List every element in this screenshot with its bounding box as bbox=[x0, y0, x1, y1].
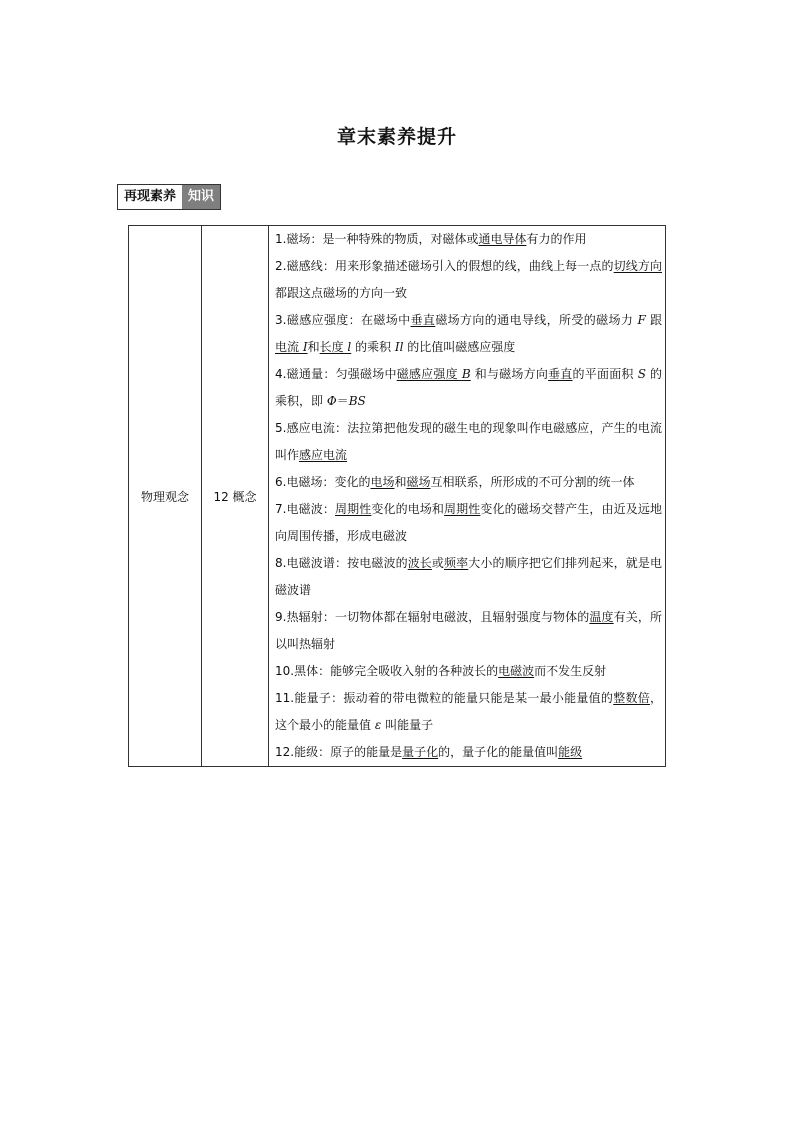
section-tag bbox=[117, 184, 221, 210]
concept-text: 10.黑体：能够完全吸收入射的各种波长的 bbox=[275, 664, 499, 678]
concept-text: 或 bbox=[431, 556, 445, 570]
concept-text: F bbox=[637, 313, 646, 327]
category-cell: 物理观念 bbox=[129, 226, 202, 767]
concept-item bbox=[275, 469, 662, 496]
concept-item bbox=[275, 739, 662, 766]
concept-item bbox=[275, 604, 662, 658]
concept-item bbox=[275, 361, 662, 415]
concept-text: 磁场方向的通电导线，所受的磁场力 bbox=[435, 313, 638, 327]
count-cell: 12 概念 bbox=[202, 226, 269, 767]
concept-text: 2.磁感线：用来形象描述磁场引入的假想的线，曲线上每一点的 bbox=[275, 259, 614, 273]
concept-text: 垂直 bbox=[548, 367, 573, 381]
concept-text: I bbox=[302, 340, 308, 354]
concept-text: 8.电磁波谱：按电磁波的 bbox=[275, 556, 408, 570]
concept-text: 电场 bbox=[370, 475, 395, 489]
concept-text: 有力的作用 bbox=[526, 232, 587, 246]
concept-text: 互相联系，所形成的不可分割的统一体 bbox=[430, 475, 635, 489]
page-title: 章末素养提升 bbox=[336, 126, 457, 148]
concept-text: 周期性 bbox=[335, 502, 372, 516]
table-row bbox=[129, 226, 666, 767]
concept-text: 1.磁场：是一种特殊的物质，对磁体或 bbox=[275, 232, 479, 246]
concept-text: 11.能量子：振动着的带电微粒的能量只能是某一最小能量值的 bbox=[275, 691, 614, 705]
concept-text: 磁场 bbox=[406, 475, 431, 489]
concept-text: 叫能量子 bbox=[381, 718, 434, 732]
concept-text: Il bbox=[394, 340, 404, 354]
concept-text: 电磁波 bbox=[498, 664, 535, 678]
concept-text: 感应电流 bbox=[299, 448, 348, 462]
concept-item bbox=[275, 685, 662, 739]
concept-item bbox=[275, 307, 662, 361]
concept-text: 7.电磁波： bbox=[275, 502, 336, 516]
concept-text: 和 bbox=[394, 475, 407, 489]
concept-text: 波长 bbox=[407, 556, 432, 570]
section-tag-main: 再现素养 bbox=[118, 185, 182, 209]
concept-text: 长度 bbox=[319, 340, 348, 354]
concept-text: 的比值叫磁感应强度 bbox=[403, 340, 516, 354]
concept-text: l bbox=[347, 340, 352, 354]
concept-text: 9.热辐射：一切物体都在辐射电磁波，且辐射强度与物体的 bbox=[275, 610, 590, 624]
concept-text: 的乘积 bbox=[351, 340, 395, 354]
concept-text: 的，量子化的能量值叫 bbox=[438, 745, 559, 759]
concept-text: 都跟这点磁场的方向一致 bbox=[275, 286, 408, 300]
concept-text: 能级 bbox=[558, 745, 583, 759]
concept-text: 6.电磁场：变化的 bbox=[275, 475, 371, 489]
concept-text: 的平面面积 bbox=[572, 367, 638, 381]
concept-text: 跟 bbox=[645, 313, 662, 327]
concept-text: BS bbox=[348, 394, 366, 408]
concept-text: 垂直 bbox=[410, 313, 436, 327]
concept-text: 5.感应电流：法拉第把他发现的磁生电的现象叫作电磁感应，产生的电流叫作 bbox=[275, 421, 662, 462]
concept-text: Φ bbox=[326, 394, 337, 408]
concept-text: 和与磁场方向 bbox=[470, 367, 549, 381]
concept-text: 12.能级：原子的能量是 bbox=[275, 745, 403, 759]
items-cell bbox=[269, 226, 666, 767]
concept-text: S bbox=[637, 367, 646, 381]
concept-item bbox=[275, 415, 662, 469]
concept-text: 的乘积，即 bbox=[275, 367, 662, 408]
concept-text: 温度 bbox=[589, 610, 614, 624]
section-tag-sub: 知识 bbox=[182, 185, 220, 209]
concept-item bbox=[275, 658, 662, 685]
concept-item bbox=[275, 253, 662, 307]
concept-text: 通电导体 bbox=[478, 232, 527, 246]
concept-text: 磁感应强度 bbox=[396, 367, 462, 381]
concept-text: 4.磁通量：匀强磁场中 bbox=[275, 367, 397, 381]
concept-text: 变化的磁场交替产生，由近及远地向周围传播，形成电磁波 bbox=[275, 502, 662, 543]
concept-text: 而不发生反射 bbox=[534, 664, 607, 678]
concept-text: ε bbox=[374, 718, 382, 732]
concept-text: 整数倍 bbox=[613, 691, 650, 705]
concept-text: 和 bbox=[307, 340, 320, 354]
concept-text: 周期性 bbox=[444, 502, 481, 516]
summary-table bbox=[128, 225, 666, 767]
concept-text: 有关，所以叫热辐射 bbox=[275, 610, 662, 651]
concept-item bbox=[275, 550, 662, 604]
concept-text: 变化的电场和 bbox=[371, 502, 445, 516]
concept-text: 频率 bbox=[444, 556, 469, 570]
concept-text: 3.磁感应强度：在磁场中 bbox=[275, 313, 411, 327]
concept-item bbox=[275, 226, 662, 253]
concept-text: 电流 bbox=[275, 340, 303, 354]
concept-text: 量子化 bbox=[402, 745, 439, 759]
concept-text: B bbox=[461, 367, 471, 381]
concept-text: ＝ bbox=[336, 394, 349, 408]
concept-text: ，这个最小的能量值 bbox=[275, 691, 662, 732]
concept-text: 大小的顺序把它们排列起来，就是电磁波谱 bbox=[275, 556, 662, 597]
concept-text: 切线方向 bbox=[613, 259, 662, 273]
concept-item bbox=[275, 496, 662, 550]
